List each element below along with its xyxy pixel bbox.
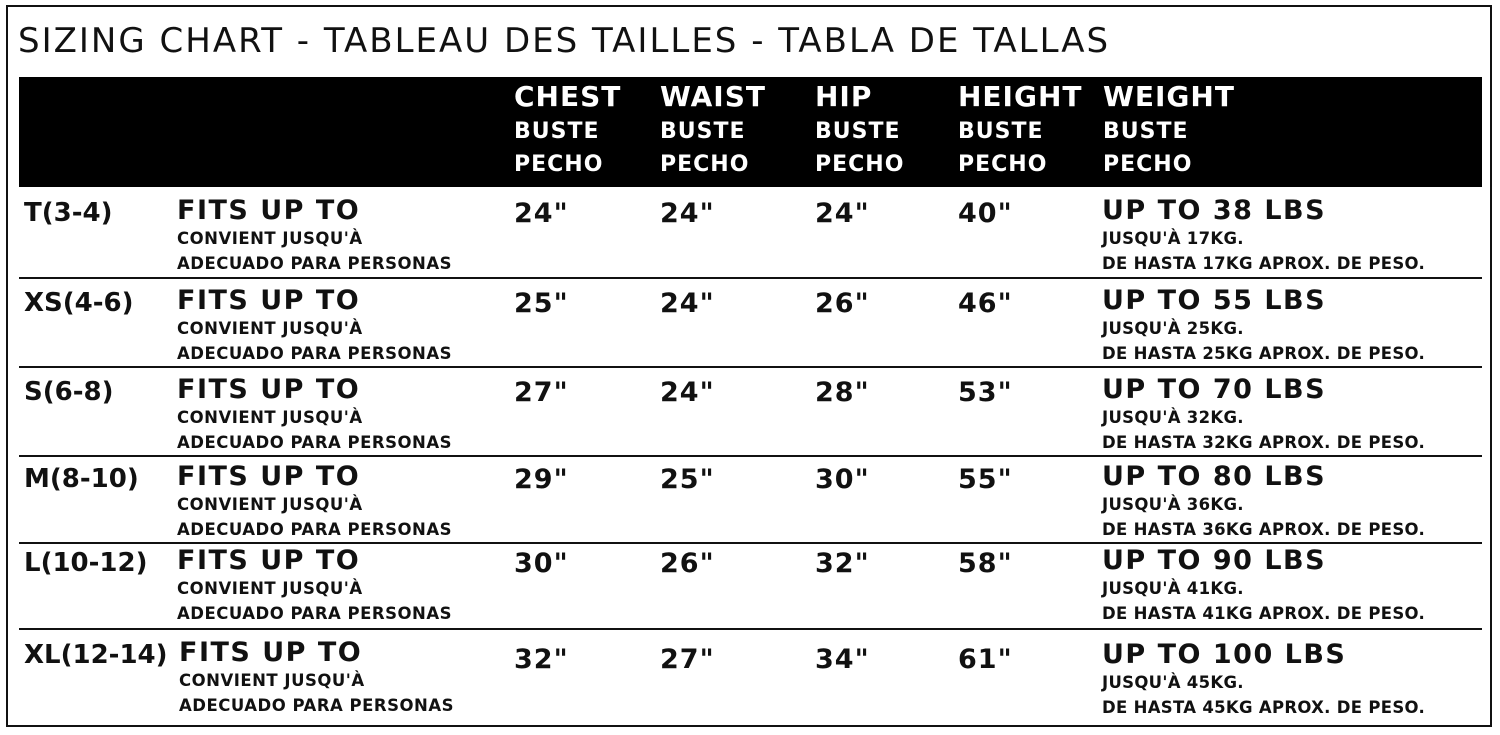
waist-value: 24" <box>660 198 715 229</box>
height-value: 53" <box>958 377 1013 408</box>
height-value: 61" <box>958 644 1013 675</box>
chest-value: 30" <box>514 548 569 579</box>
waist-value: 26" <box>660 548 715 579</box>
size-label: T(3-4) <box>24 198 113 228</box>
row-divider <box>19 366 1482 368</box>
weight-cell: UP TO 70 LBS JUSQU'À 32KG. DE HASTA 32KG APROX. DE PESO. <box>1102 374 1426 452</box>
table-header <box>19 77 1482 187</box>
size-label: M(8-10) <box>24 464 139 494</box>
hip-value: 30" <box>815 464 870 495</box>
row-divider <box>19 628 1482 630</box>
size-label: L(10-12) <box>24 548 148 578</box>
hip-value: 26" <box>815 288 870 319</box>
chest-value: 24" <box>514 198 569 229</box>
fits-cell: FITS UP TO CONVIENT JUSQU'À ADECUADO PARA PERSONAS <box>177 374 452 452</box>
column-header-waist: WAIST BUSTE PECHO <box>660 80 766 177</box>
waist-value: 27" <box>660 644 715 675</box>
weight-cell: UP TO 100 LBS JUSQU'À 45KG. DE HASTA 45KG APROX. DE PESO. <box>1102 639 1426 717</box>
chest-value: 32" <box>514 644 569 675</box>
fits-cell: FITS UP TO CONVIENT JUSQU'À ADECUADO PARA PERSONAS <box>177 461 452 539</box>
column-header-chest: CHEST BUSTE PECHO <box>514 80 622 177</box>
column-header-weight: WEIGHT BUSTE PECHO <box>1103 80 1235 177</box>
hip-value: 24" <box>815 198 870 229</box>
column-header-height: HEIGHT BUSTE PECHO <box>958 80 1083 177</box>
row-divider <box>19 455 1482 457</box>
column-header-hip: HIP BUSTE PECHO <box>815 80 905 177</box>
row-divider <box>19 542 1482 544</box>
height-value: 46" <box>958 288 1013 319</box>
chest-value: 29" <box>514 464 569 495</box>
chest-value: 27" <box>514 377 569 408</box>
row-divider <box>19 277 1482 279</box>
weight-cell: UP TO 55 LBS JUSQU'À 25KG. DE HASTA 25KG APROX. DE PESO. <box>1102 285 1426 363</box>
weight-cell: UP TO 80 LBS JUSQU'À 36KG. DE HASTA 36KG APROX. DE PESO. <box>1102 461 1426 539</box>
weight-cell: UP TO 90 LBS JUSQU'À 41KG. DE HASTA 41KG APROX. DE PESO. <box>1102 545 1426 623</box>
chest-value: 25" <box>514 288 569 319</box>
fits-cell: FITS UP TO CONVIENT JUSQU'À ADECUADO PARA PERSONAS <box>177 545 452 623</box>
fits-cell: FITS UP TO CONVIENT JUSQU'À ADECUADO PARA PERSONAS <box>177 285 452 363</box>
fits-cell: FITS UP TO CONVIENT JUSQU'À ADECUADO PARA PERSONAS <box>179 637 454 715</box>
hip-value: 28" <box>815 377 870 408</box>
weight-cell: UP TO 38 LBS JUSQU'À 17KG. DE HASTA 17KG APROX. DE PESO. <box>1102 195 1426 273</box>
size-label: XL(12-14) <box>24 640 168 670</box>
size-label: XS(4-6) <box>24 288 134 318</box>
waist-value: 25" <box>660 464 715 495</box>
waist-value: 24" <box>660 288 715 319</box>
page-title: SIZING CHART - TABLEAU DES TAILLES - TABLA DE TALLAS <box>18 21 1111 61</box>
height-value: 55" <box>958 464 1013 495</box>
hip-value: 34" <box>815 644 870 675</box>
height-value: 58" <box>958 548 1013 579</box>
size-label: S(6-8) <box>24 377 114 407</box>
fits-cell: FITS UP TO CONVIENT JUSQU'À ADECUADO PARA PERSONAS <box>177 195 452 273</box>
waist-value: 24" <box>660 377 715 408</box>
height-value: 40" <box>958 198 1013 229</box>
hip-value: 32" <box>815 548 870 579</box>
